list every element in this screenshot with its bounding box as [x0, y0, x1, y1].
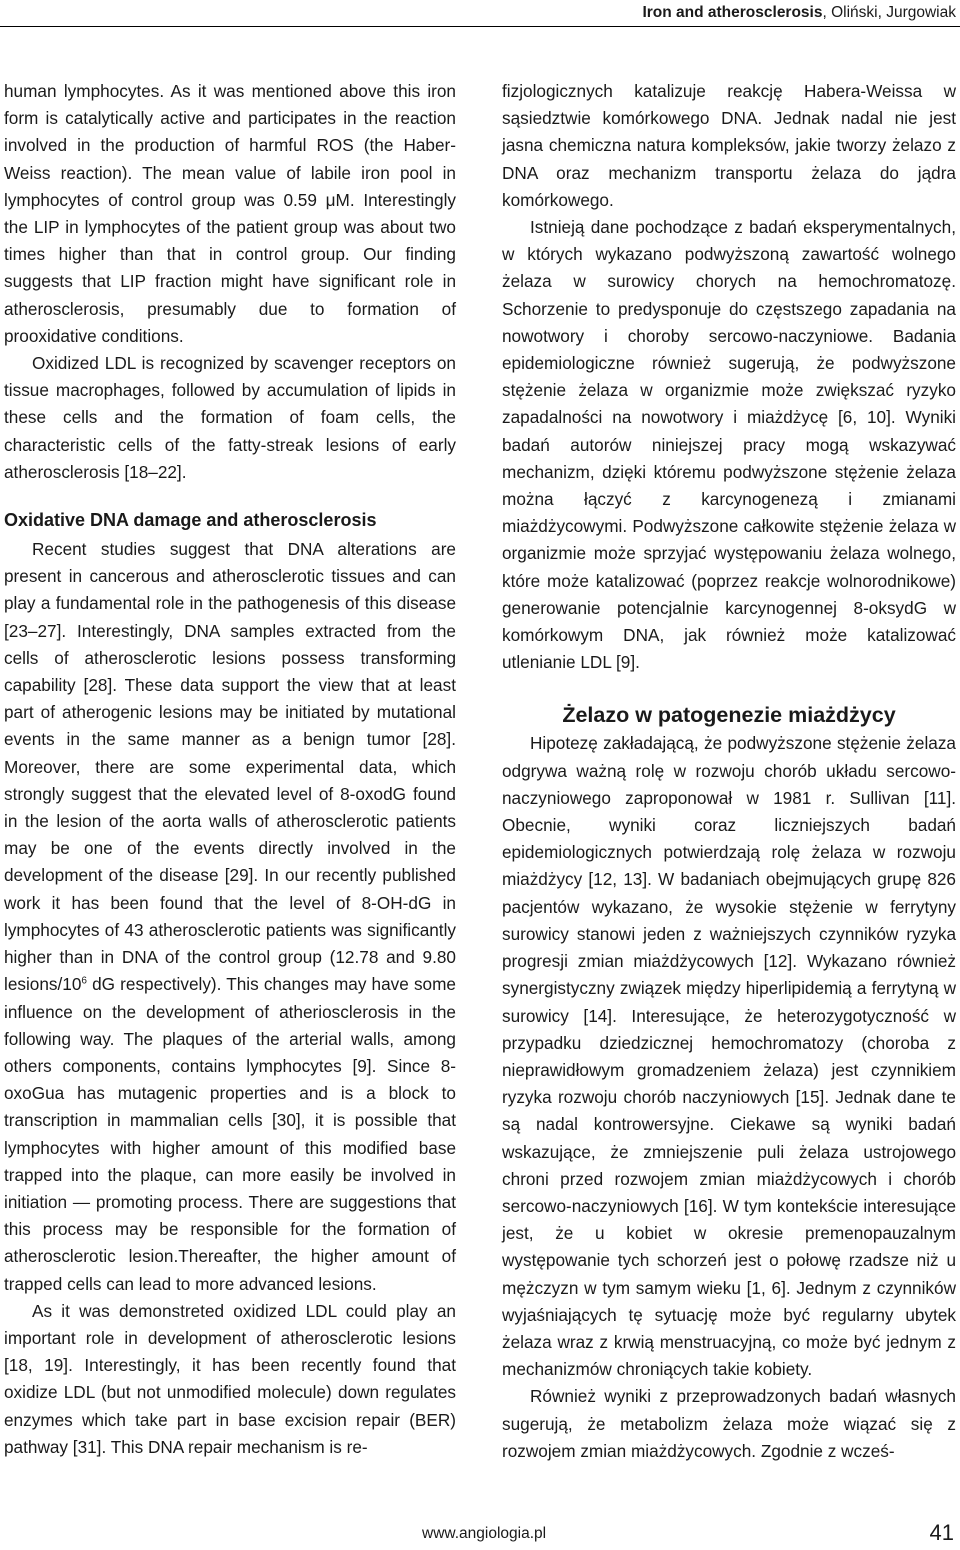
paragraph: human lymphocytes. As it was mentioned above this iron form is catalytically active and participates in the reaction involved in the production of harmful ROS (the Haber-Weiss reaction). The mean value of labile iron pool in lymphocytes of control group was 0.59 μM. Interestingly the LIP in lymphocytes of the patient group was about two times higher than that in control group. Our finding suggests that LIP fraction might have significant role in atherosclerosis, presumably due to formation of prooxidative conditions. — [4, 81, 456, 346]
section-heading: Żelazo w patogenezie miażdżycy — [562, 703, 896, 728]
paragraph: Istnieją dane pochodzące z badań eksperymentalnych, w których wykazano podwyższoną zawartość wolnego żelaza w surowicy chorych na hemochromatozę. Schorzenie to predysponuje do częstszego zapadania na nowotwory i choroby sercowo-naczyniowe. Badania epidemiologiczne również sugerują, że podwyższone stężenie żelaza w organizmie może zwiększać ryzyko zapadalności na nowotwory i miażdżycę [6, 10]. Wyniki badań autorów niniejszej pracy mogą wskazywać mechanizm, dzięki któremu podwyższone stężenie żelaza można łączyć z karcynogenezą i zmianami miażdżycowymi. Podwyższone całkowite stężenie żelaza w organizmie może sprzyjać występowaniu żelaza wolnego, które może katalizować (poprzez reakcje wolnorodnikowe) generowanie potencjalnie karcynogennej 8-oksydG w komórkowym DNA, jak również może katalizować utlenianie LDL [9]. — [502, 217, 956, 673]
paragraph: Również wyniki z przeprowadzonych badań własnych sugerują, że metabolizm żelaza może wiązać się z rozwojem zmian miażdżycowych. Zgodnie z wcześ- — [502, 1386, 956, 1461]
right-column — [502, 78, 956, 1465]
article-authors: , Oliński, Jurgowiak — [822, 4, 956, 21]
paragraph-text: dG respectively). This changes may have some influence on the development of atheriosclerosis in the following way. The plaques of the arterial walls, among others components, contains lymphocytes [9]. Since 8-oxoGua has mutagenic properties and is a block to transcription in mammalian cells [30], it is possible that lymphocytes with higher amount of this modified base trapped into the plaque, can more easily be involved in initiation — promoting process. There are suggestions that this process may be responsible for the formation of atherosclerotic lesion.Thereafter, the higher amount of trapped cells can lead to more advanced lesions. — [4, 974, 456, 1294]
paragraph: Hipotezę zakładającą, że podwyższone stężenie żelaza odgrywa ważną rolę w rozwoju chorób układu sercowo-naczyniowego zaproponował w 1981 r. Sullivan [11]. Obecnie, wyniki coraz liczniejszych badań epidemiologicznych potwierdzają rolę żelaza w rozwoju miażdżycy [12, 13]. W badaniach obejmujących grupę 826 pacjentów wykazano, że wysokie stężenie w ferrytyny surowicy stanowi jeden z ważniejszych czynników ryzyka progresji zmian miażdżycowych [12]. Wykazano również synergistyczny związek między hiperlipidemią a ferrytyną w surowicy [14]. Interesujące, że heterozygotyczność w przypadku dziedzicznej hemochromatozy (choroba z nieprawidłowym gromadzeniem żelaza) jest czynnikiem ryzyka rozwoju chorób naczyniowych [15]. Jednak dane te są nadal kontrowersyjne. Ciekawe są wyniki badań wskazujące, że zmniejszenie puli żelaza ustrojowego chroni przed rozwojem zmian miażdżycowych i chorób sercowo-naczyniowych [16]. W tym kontekście interesujące jest, że u kobiet w okresie premenopauzalnym występowanie tych schorzeń jest o połowę rzadsze niż u mężczyzn w tym samym wieku [1, 6]. Jednym z czynników wyjaśniających tę sytuację może być regularny ubytek żelaza wraz z krwią menstruacyjną, co może być jednym z mechanizmów chroniących takie kobiety. — [502, 733, 956, 1380]
running-title — [642, 4, 956, 22]
paragraph — [4, 536, 456, 1298]
page-number: 41 — [929, 1520, 954, 1545]
journal-article-title: Iron and atherosclerosis — [642, 4, 823, 21]
running-header — [0, 0, 956, 32]
superscript: 6 — [81, 975, 87, 987]
header-divider — [0, 26, 960, 27]
paragraph-text: Recent studies suggest that DNA alterations are present in cancerous and atherosclerotic tissues and can play a fundamental role in the pathogenesis of this disease [23–27]. Interestingly, DNA samples extracted from the cells of atherosclerotic lesions possess transforming capability [28]. These data support the view that at least part of atherogenic lesions may be initiated by mutational events in the same manner as a benign tumor [28]. Moreover, there are some experimental data, which strongly suggest that the elevated level of 8-oxodG found in the lesion of the aorta walls of atherosclerotic patients may be one of the events directly involved in the development of the disease [29]. In our recently published work it has been found that the level of 8-OH-dG in lymphocytes of 43 atherosclerotic patients was significantly higher than in DNA of the control group (12.78 and 9.80 lesions/10 — [4, 539, 456, 995]
section-heading: Oxidative DNA damage and atherosclerosis — [4, 510, 377, 531]
paragraph: As it was demonstreted oxidized LDL could play an important role in development of atherosclerotic lesions [18, 19]. Interestingly, it has been recently found that oxidize LDL (but not unmodified molecule) down regulates enzymes which take part in base excision repair (BER) pathway [31]. This DNA repair mechanism is re- — [4, 1300, 456, 1457]
paragraph: Oxidized LDL is recognized by scavenger receptors on tissue macrophages, followed by accumulation of lipids in these cells and the formation of foam cells, the characteristic cells of the fatty-streak lesions of early atherosclerosis [18–22]. — [4, 353, 456, 482]
journal-website-link[interactable]: www.angiologia.pl — [422, 1525, 547, 1542]
left-column — [4, 78, 456, 1461]
paragraph: fizjologicznych katalizuje reakcję Habera-Weissa w sąsiedztwie komórkowego DNA. Jednak nadal nie jest jasna chemiczna natura kompleksów, jakie tworzy żelazo z DNA oraz mechanizm transportu żelaza do jądra komórkowego. — [502, 81, 956, 210]
